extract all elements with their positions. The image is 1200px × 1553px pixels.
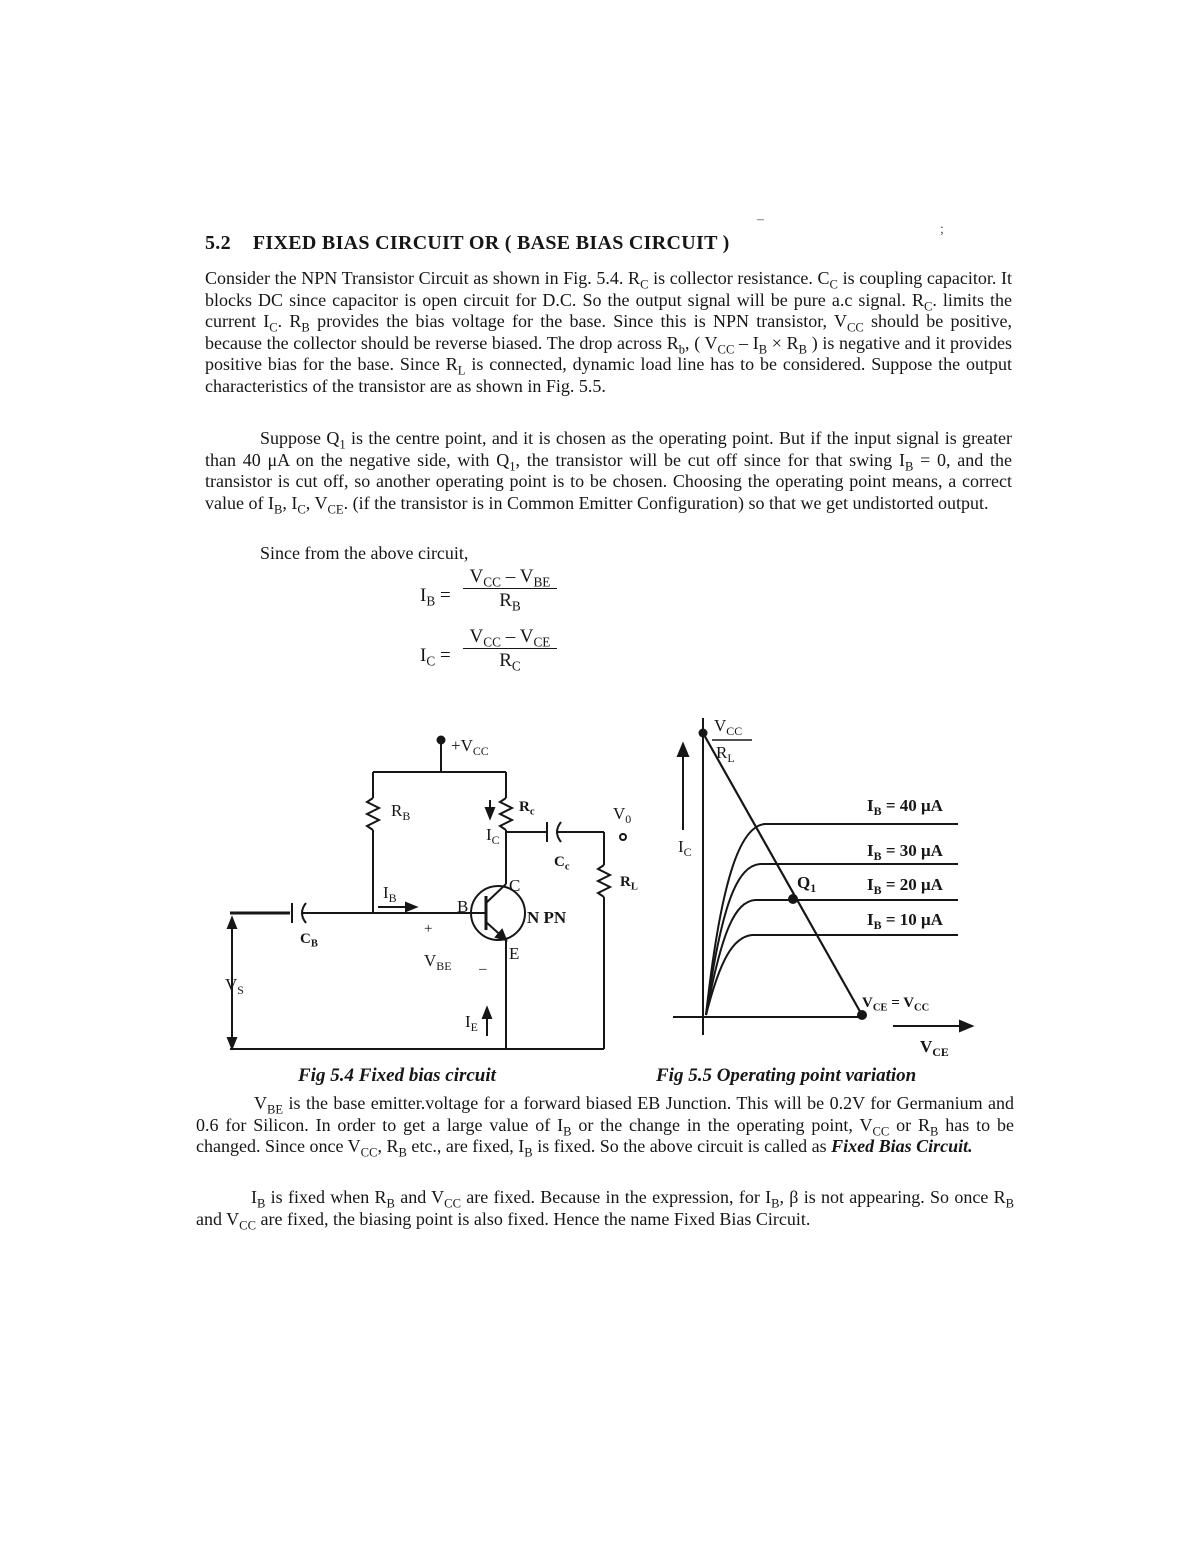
vce-equals-vcc-label: $V_{CE} = V_{CC}$ <box>862 995 930 1014</box>
base-terminal-label: B <box>457 897 469 916</box>
rl-label: $R_L$ <box>620 874 638 893</box>
fig-5-5-caption: Fig 5.5 Operating point variation <box>656 1065 917 1086</box>
paragraph-ib-fixed: $I_B$ is fixed when $R_B$ and $V_{CC}$ are fixed. Because in the expression, for $I_B$, β is not appearing. So once $R_B$ and $V_{CC}$ are fixed, the biasing point is also fixed. Hence the name Fixed Bias Circuit. <box>196 1187 1015 1232</box>
curve-label-30: $I_B = 30$ μA <box>867 841 943 864</box>
paragraph-intro: Consider the NPN Transistor Circuit as shown in Fig. 5.4. $R_C$ is collector resistance. $C_C$ is coupling capacitor. It blocks DC since capacitor is open circuit for D.C. So the output signal will be pure a.c signal. $R_C$. limits the current $I_C$. $R_B$ provides the bias voltage for the base. Since this is NPN transistor, $V_{CC}$ should be positive, because the collector should be reverse biased. The drop across $R_b$, ( $V_{CC} - I_B \times R_B$ ) is negative and it provides positive bias for the base. Since $R_L$ is connected, dynamic load line has to be considered. Suppose the output characteristics of the transistor are as shown in Fig. 5.5. <box>205 268 1013 396</box>
vs-label: $V_S$ <box>225 975 244 998</box>
paragraph-operating-point: Suppose $Q_1$ is the centre point, and it is chosen as the operating point. But if the input signal is greater than 40 μA on the negative side, with $Q_1$, the transistor will be cut off since for that swing $I_B = 0$, and the transistor is cut off, so another operating point is to be chosen. Choosing the operating point means, a correct value of $I_B$, $I_C$, $V_{CE}$. (if the transistor is in Common Emitter Configuration) so that we get undistorted output. <box>205 428 1013 517</box>
curve-label-40: $I_B = 40$ μA <box>867 796 943 819</box>
vcc-over-rl-denominator: $R_L$ <box>716 743 735 766</box>
emitter-terminal-label: E <box>509 944 520 963</box>
rb-label: $R_B$ <box>391 801 411 824</box>
ib-current-label: $I_B$ <box>383 883 397 906</box>
paragraph-vbe: $V_{BE}$ is the base emitter.voltage for a forward biased EB Junction. This will be 0.2V for Germanium and 0.6 for Silicon. In order to get a large value of $I_B$ or the change in the operating point, $V_{CC}$ or $R_B$ has to be changed. Since once $V_{CC}$, $R_B$ etc., are fixed, $I_B$ is fixed. So the above circuit is called as Fixed Bias Circuit. <box>196 1093 1014 1160</box>
vbe-minus-sign: – <box>479 961 487 977</box>
vcc-over-rl-numerator: $V_{CC}$ <box>714 716 743 739</box>
equation-ib-fraction: $V_{CC} - V_{BE}$ $R_B$ <box>463 566 557 613</box>
vo-label: $V_0$ <box>613 804 632 827</box>
npn-label: N PN <box>527 908 567 927</box>
section-number: 5.2 <box>205 232 231 254</box>
ie-current-label: $I_E$ <box>465 1012 478 1035</box>
operating-point-q1 <box>788 894 798 904</box>
q1-label: $Q_1$ <box>797 873 817 896</box>
load-line-bottom-point <box>857 1010 867 1020</box>
ic-current-label: $I_C$ <box>486 825 500 848</box>
collector-terminal-label: C <box>509 876 521 895</box>
vbe-label: $V_{BE}$ <box>424 951 452 974</box>
rc-label: $R_c$ <box>519 799 535 818</box>
vbe-plus-sign: + <box>424 921 433 937</box>
scan-mark: ; <box>940 222 944 237</box>
ic-axis-label: $I_C$ <box>678 837 692 860</box>
load-line-top-point <box>699 729 708 738</box>
curve-label-10: $I_B = 10$ μA <box>867 910 943 933</box>
equation-ib-lhs: $I_B$ = <box>420 585 451 609</box>
paragraph-since: Since from the above circuit, <box>260 543 469 563</box>
cb-label: $C_B$ <box>300 931 318 950</box>
cc-label: $C_c$ <box>554 854 570 873</box>
fig-5-4-caption: Fig 5.4 Fixed bias circuit <box>298 1065 496 1086</box>
section-title: FIXED BIAS CIRCUIT OR ( BASE BIAS CIRCUIT ) <box>252 232 730 254</box>
vce-axis-label: $V_{CE}$ <box>920 1037 949 1060</box>
supply-voltage-label: $+V_{CC}$ <box>451 736 489 759</box>
equation-ic-fraction: $V_{CC} - V_{CE}$ $R_C$ <box>463 626 557 673</box>
scan-mark: ‒ <box>757 212 764 227</box>
curve-label-20: $I_B = 20$ μA <box>867 875 943 898</box>
equation-ic-lhs: $I_C$ = <box>420 645 451 669</box>
